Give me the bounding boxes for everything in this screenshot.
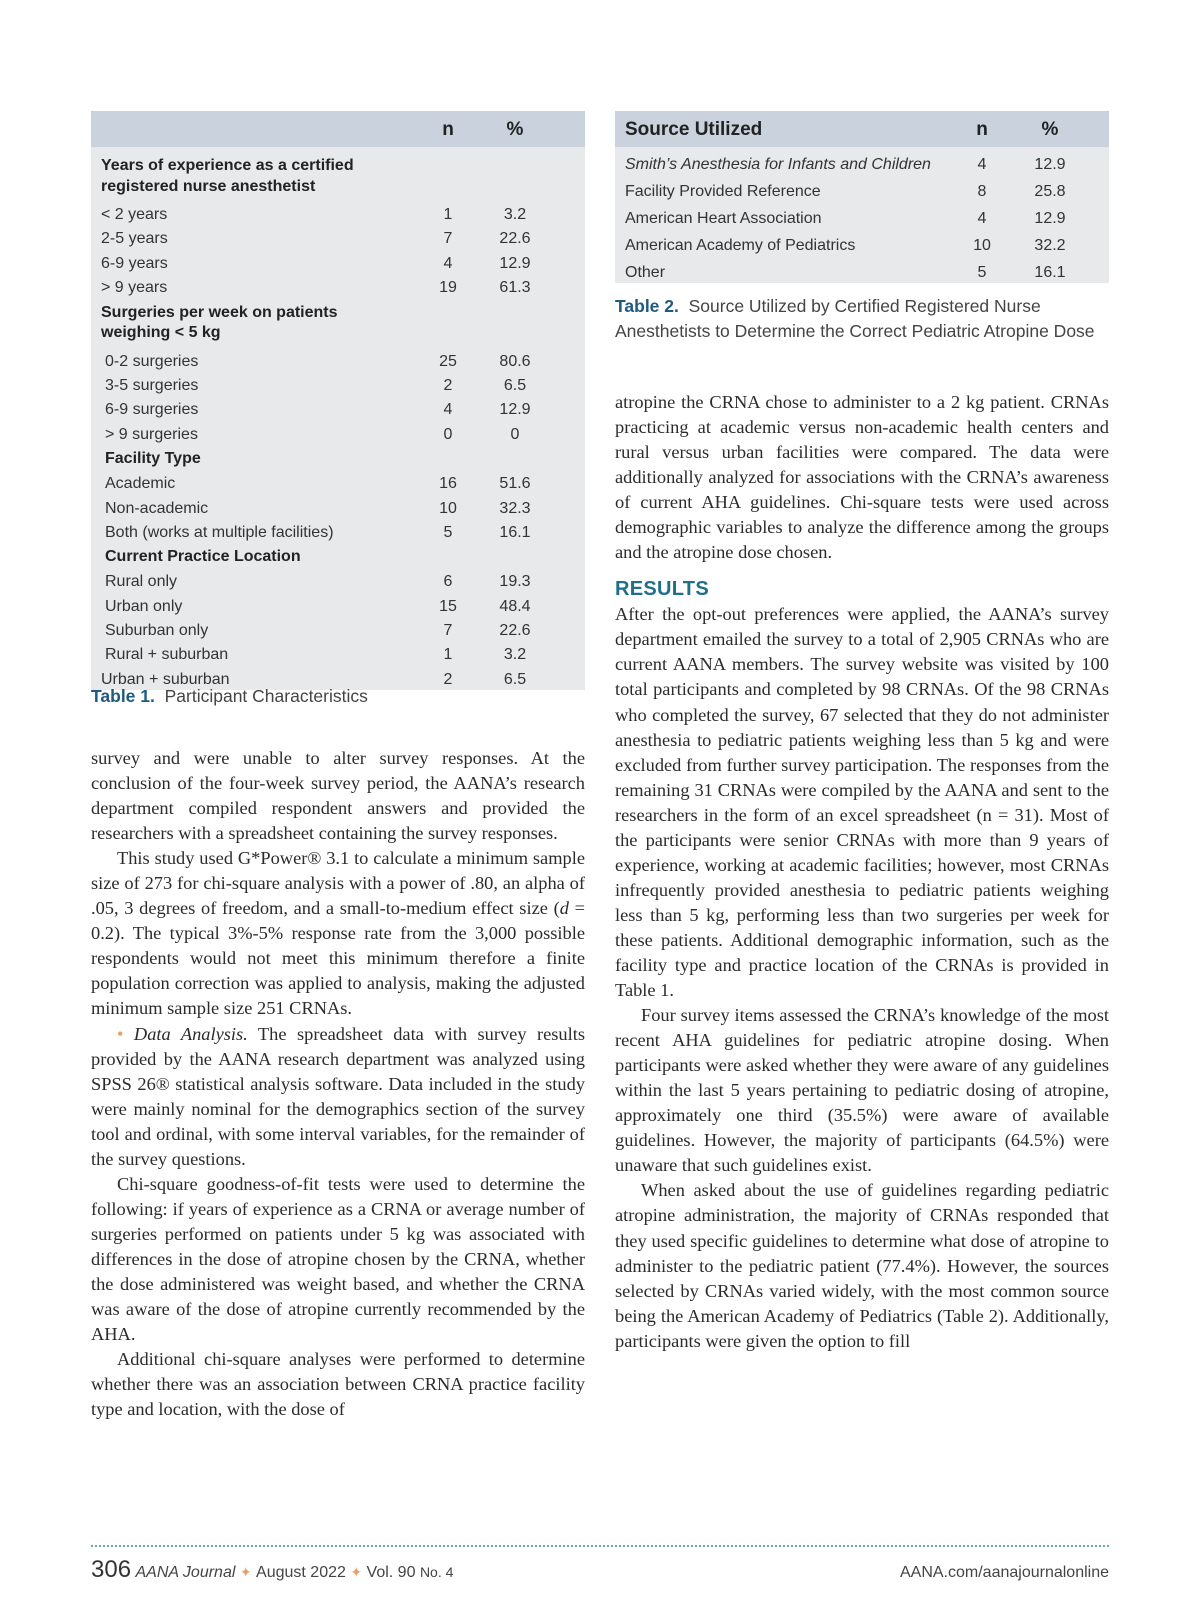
row-n: 8 — [977, 183, 987, 200]
table-participant-characteristics — [91, 111, 585, 690]
paragraph-sample-size — [91, 846, 585, 1021]
table-group-heading: Current Practice Location — [105, 548, 301, 566]
table-row — [91, 226, 585, 250]
row-n: 4 — [443, 254, 453, 272]
issue-date: August 2022 — [256, 1564, 346, 1581]
row-label: Rural only — [105, 573, 178, 591]
table1-caption-text: Participant Characteristics — [164, 686, 368, 706]
row-pct: 6.5 — [503, 376, 527, 394]
row-label: > 9 surgeries — [105, 425, 198, 443]
row-label: Facility Provided Reference — [625, 183, 821, 200]
row-n: 16 — [439, 475, 457, 493]
row-pct: 16.1 — [499, 523, 531, 541]
paragraph: When asked about the use of guidelines regarding pediatric atropine administration, the majority of CRNAs responded that they used specific guidelines to determine what dose of atropine to administer to the pediatric patient (77.4%). However, the sources selected by CRNAs varied widely, with the most common source being the American Academy of Pediatrics (Table 2). Additionally, participants were given the option to fill — [615, 1180, 1109, 1351]
text-run: = 0.2). The typical 3%-5% response rate from the 3,000 possible respondents would not meet this minimum therefore a finite population correction was applied to analysis, making the adjusted minimum sample size 251 CRNAs. — [91, 898, 585, 1019]
table-row — [615, 259, 1109, 286]
row-label: 6-9 years — [101, 254, 168, 272]
table-row — [91, 397, 585, 421]
row-label: 6-9 surgeries — [105, 401, 199, 419]
row-pct: 32.2 — [1034, 237, 1066, 254]
row-label: Smith’s Anesthesia for Infants and Children — [625, 156, 931, 173]
table-row — [91, 594, 585, 618]
row-pct: 16.1 — [1034, 264, 1066, 281]
row-n: 6 — [443, 573, 453, 591]
table-row — [91, 569, 585, 593]
bullet-icon: • — [117, 1023, 124, 1044]
row-pct: 3.2 — [503, 206, 527, 223]
row-label: Both (works at multiple facilities) — [105, 523, 334, 541]
row-n: 2 — [443, 376, 453, 394]
table1-header — [91, 111, 585, 147]
table-row — [91, 202, 585, 226]
row-n: 10 — [439, 499, 457, 517]
table-row — [91, 496, 585, 520]
table-group-heading: Surgeries per week on patients weighing < 5 kg — [101, 303, 338, 342]
row-label: Suburban only — [105, 622, 209, 640]
row-label: Non-academic — [105, 499, 209, 517]
table-row — [91, 520, 585, 544]
row-label: 3-5 surgeries — [105, 376, 199, 394]
row-pct: 6.5 — [503, 670, 527, 688]
paragraph: Chi-square goodness-of-fit tests were used to determine the following: if years of experience as a CRNA or average number of surgeries performed on patients under 5 kg was associated with differences in the dose of atropine chosen by the CRNA, whether the dose administered was weight based, and whether the CRNA was aware of the dose of atropine currently recommended by the AHA. — [91, 1173, 585, 1345]
row-n: 25 — [439, 352, 457, 370]
row-pct: 19.3 — [499, 573, 531, 591]
table-row — [91, 422, 585, 446]
table1-header-n: n — [442, 119, 454, 140]
diamond-icon: ✦ — [239, 1564, 252, 1580]
row-pct: 51.6 — [499, 475, 531, 493]
paragraph: Four survey items assessed the CRNA’s knowledge of the most recent AHA guidelines for pediatric atropine dosing. When participants were asked whether they were aware of any guidelines within the last 5 years pertaining to pediatric dosing of atropine, approximately one third (35.5%) were aware of available guidelines. However, the majority of participants (64.5%) were unaware that such guidelines exist. — [615, 1005, 1109, 1176]
row-pct: 22.6 — [499, 230, 531, 248]
table-group-heading: Years of experience as a certified registered nurse anesthetist — [101, 157, 354, 195]
row-n: 4 — [977, 210, 987, 227]
row-pct: 48.4 — [499, 597, 531, 615]
row-pct: 12.9 — [499, 401, 531, 419]
journal-url[interactable]: AANA.com/aanajournalonline — [899, 1564, 1109, 1581]
table-row — [615, 232, 1109, 259]
row-n: 7 — [443, 622, 453, 640]
table-row — [91, 642, 585, 666]
table2-body — [615, 147, 1109, 286]
table-row — [91, 618, 585, 642]
journal-name: AANA Journal — [135, 1564, 236, 1581]
row-n: 10 — [973, 237, 991, 254]
table-row — [91, 275, 585, 299]
table-row — [91, 471, 585, 495]
row-pct: 3.2 — [503, 646, 527, 664]
table2-caption-text: Source Utilized by Certified Registered Nurse Anesthetists to Determine the Correct Pediatric Atropine Dose — [615, 296, 1095, 341]
row-pct: 25.8 — [1034, 183, 1066, 200]
table2-caption-label: Table 2. — [615, 296, 679, 316]
table-source-utilized — [615, 111, 1109, 283]
row-n: 4 — [977, 156, 987, 173]
row-n: 7 — [443, 230, 453, 248]
issue-number: No. 4 — [419, 1564, 454, 1580]
left-column — [91, 746, 585, 1422]
row-label: 0-2 surgeries — [105, 352, 199, 370]
row-label: > 9 years — [101, 279, 168, 297]
table1-header-pct: % — [506, 119, 524, 140]
row-pct: 22.6 — [499, 622, 531, 640]
row-pct: 12.9 — [1034, 156, 1066, 173]
table-row — [615, 178, 1109, 205]
row-n: 15 — [439, 597, 457, 615]
table-row — [91, 251, 585, 275]
row-label: 2-5 years — [101, 230, 168, 248]
row-label: < 2 years — [101, 206, 168, 223]
footer-divider — [91, 1545, 1109, 1547]
effect-size-symbol: d — [559, 898, 569, 919]
table-row — [91, 373, 585, 397]
table1-caption — [91, 684, 368, 709]
table2-header — [615, 111, 1109, 147]
row-label: American Academy of Pediatrics — [625, 237, 856, 254]
row-label: Other — [625, 264, 666, 281]
paragraph: atropine the CRNA chose to administer to a 2 kg patient. CRNAs practicing at academic versus non-academic health centers and rural versus urban facilities were compared. The data were additionally analyzed for associations with the CRNA’s awareness of current AHA guidelines. Chi-square tests were used across demographic variables to analyze the difference among the groups and the atropine dose chosen. — [615, 392, 1109, 563]
text-run: This study used G*Power® 3.1 to calculate a minimum sample size of 273 for chi-square analysis with a power of .80, an alpha of .05, 3 degrees of freedom, and a small-to-medium effect size ( — [91, 848, 585, 919]
text-run: The spreadsheet data with survey results provided by the AANA research department was analyzed using SPSS 26® statistical analysis software. Data included in the study were mainly nominal for the demographics section of the survey tool and ordinal, with some interval variables, for the remainder of the survey questions. — [91, 1023, 585, 1169]
table2-header-n: n — [976, 119, 988, 140]
row-n: 1 — [443, 646, 453, 664]
paragraph-data-analysis — [91, 1022, 585, 1172]
page-number: 306 — [91, 1556, 132, 1583]
row-n: 4 — [443, 401, 453, 419]
section-heading-results: RESULTS — [615, 578, 709, 601]
paragraph: survey and were unable to alter survey responses. At the conclusion of the four-week survey period, the AANA’s research department compiled respondent answers and provided the researchers with a spreadsheet containing the survey responses. — [91, 748, 585, 844]
row-label: Rural + suburban — [105, 646, 229, 664]
table-row — [615, 151, 1109, 178]
right-column — [615, 390, 1109, 1354]
footer-right — [900, 1564, 1109, 1582]
row-n: 5 — [977, 264, 987, 281]
table-group-heading: Facility Type — [105, 450, 201, 468]
row-n: 5 — [443, 523, 453, 541]
volume: Vol. 90 — [366, 1564, 416, 1581]
table2-caption — [615, 294, 1109, 344]
row-pct: 0 — [510, 425, 520, 443]
table-row — [91, 349, 585, 373]
subheading-data-analysis: Data Analysis. — [133, 1023, 248, 1044]
row-pct: 61.3 — [499, 279, 531, 297]
row-pct: 12.9 — [499, 254, 531, 272]
table1-caption-label: Table 1. — [91, 686, 155, 706]
footer-left — [91, 1556, 453, 1584]
row-label: American Heart Association — [625, 210, 822, 227]
table-row — [615, 205, 1109, 232]
table1-body — [91, 147, 585, 691]
table2-header-source: Source Utilized — [625, 119, 763, 140]
row-pct: 32.3 — [499, 499, 531, 517]
row-label: Urban only — [105, 597, 183, 615]
paragraph: Additional chi-square analyses were performed to determine whether there was an association between CRNA practice facility type and location, with the dose of — [91, 1349, 585, 1420]
table2-header-pct: % — [1041, 119, 1059, 140]
paragraph: After the opt-out preferences were applied, the AANA’s survey department emailed the survey to a total of 2,905 CRNAs who are current AANA members. The survey website was visited by 100 total participants and completed by 98 CRNAs. Of the 98 CRNAs who completed the survey, 67 selected that they do not administer anesthesia to pediatric patients weighing less than 5 kg and were excluded from further survey participation. The responses from the remaining 31 CRNAs were compiled by the AANA and sent to the researchers in the form of an excel spreadsheet (n = 31). Most of the participants were senior CRNAs with more than 9 years of experience, working at academic facilities; however, most CRNAs infrequently provided anesthesia to pediatric patients weighing less than 5 kg, performing less than two surgeries per week for these patients. Additional demographic information, such as the facility type and practice location of the CRNAs is provided in Table 1. — [615, 604, 1109, 1001]
row-pct: 80.6 — [499, 352, 531, 370]
row-n: 0 — [443, 425, 453, 443]
row-n: 2 — [443, 670, 453, 688]
row-n: 19 — [439, 279, 457, 297]
row-label: Urban + suburban — [101, 670, 230, 688]
row-n: 1 — [443, 206, 453, 223]
diamond-icon: ✦ — [350, 1564, 363, 1580]
row-pct: 12.9 — [1034, 210, 1066, 227]
row-label: Academic — [105, 475, 176, 493]
